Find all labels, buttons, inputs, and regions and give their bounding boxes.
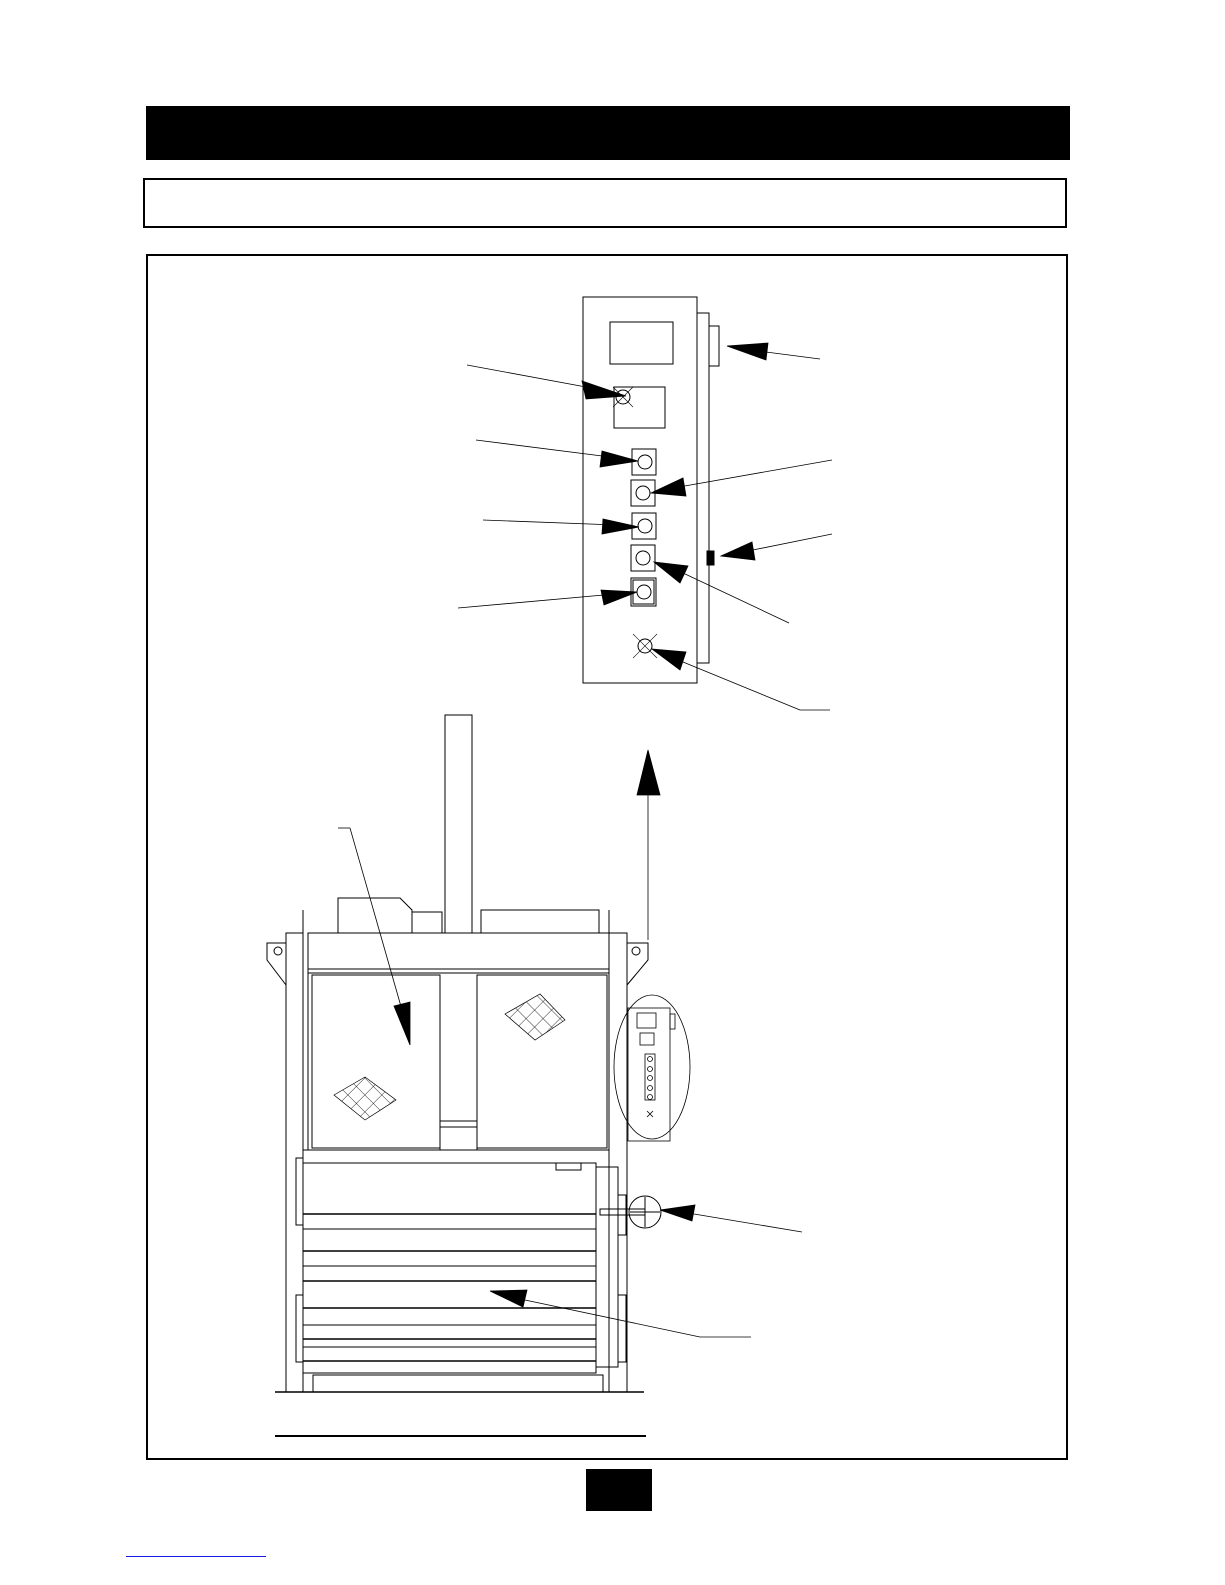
lifting-lug-left bbox=[267, 943, 286, 985]
mesh-sign-2 bbox=[334, 1077, 396, 1120]
bale-door bbox=[303, 1163, 596, 1373]
top-beam bbox=[308, 933, 609, 973]
arrowhead bbox=[651, 478, 686, 496]
tank bbox=[481, 910, 599, 933]
arrowhead bbox=[490, 1290, 527, 1307]
arrowhead bbox=[727, 343, 768, 360]
button-1-icon bbox=[638, 455, 652, 469]
arrowhead bbox=[601, 590, 637, 605]
left-post bbox=[286, 933, 303, 1392]
control-panel-detail bbox=[583, 297, 719, 683]
baler-machine bbox=[267, 715, 661, 1436]
panel-side-rail bbox=[697, 313, 709, 663]
arrowhead bbox=[654, 562, 688, 583]
button-2-icon bbox=[636, 486, 650, 500]
indicator-plate bbox=[614, 387, 665, 428]
button-3-icon bbox=[638, 519, 652, 533]
arrowhead bbox=[721, 542, 755, 560]
arrowhead bbox=[582, 381, 626, 399]
gate-left-mesh bbox=[312, 975, 440, 1148]
button-5-icon bbox=[637, 585, 651, 599]
arrowhead bbox=[394, 1002, 410, 1045]
mesh-sign-1 bbox=[505, 994, 565, 1040]
arrowhead bbox=[660, 1205, 695, 1221]
lifting-lug-right bbox=[627, 943, 648, 985]
hinge-bottom bbox=[296, 1295, 303, 1362]
arrowhead bbox=[637, 750, 660, 795]
page-number-tab bbox=[586, 1469, 652, 1511]
latch-plate bbox=[596, 1167, 618, 1367]
main-switch-body bbox=[709, 326, 719, 366]
footer-link[interactable] bbox=[126, 1556, 266, 1557]
hydraulic-cylinder bbox=[445, 715, 472, 933]
button-housing-4 bbox=[631, 545, 655, 571]
callout-leaders bbox=[338, 343, 832, 1337]
key-switch-icon bbox=[707, 551, 714, 565]
arrowhead bbox=[602, 519, 639, 534]
display-window bbox=[610, 322, 673, 364]
hinge-top bbox=[296, 1158, 303, 1225]
button-4-icon bbox=[636, 551, 650, 565]
safety-gate bbox=[308, 973, 609, 1150]
arrowhead bbox=[652, 649, 686, 670]
control-panel-inset bbox=[614, 995, 690, 1141]
